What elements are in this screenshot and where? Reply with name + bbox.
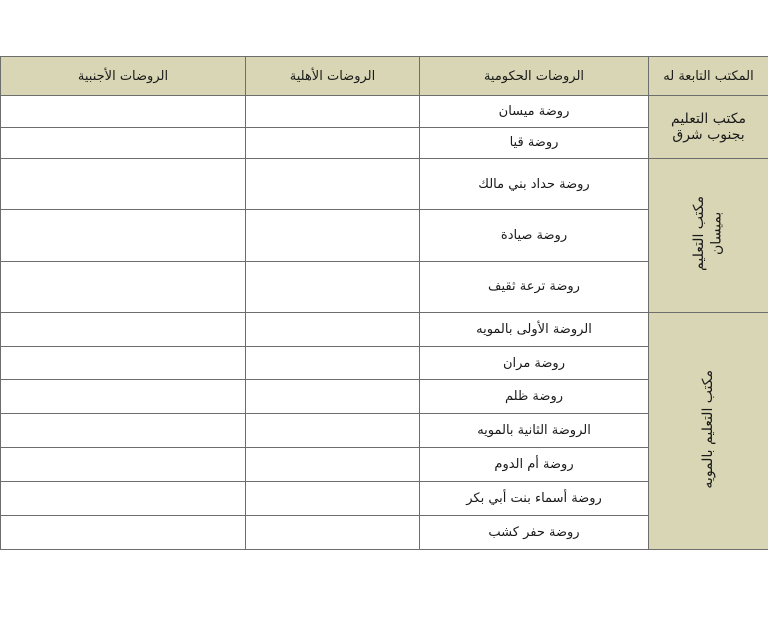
foreign-cell [1, 96, 246, 128]
private-cell [246, 312, 420, 346]
government-kindergarten: روضة صيادة [420, 210, 649, 261]
foreign-cell [1, 312, 246, 346]
office-line: بجنوب شرق [672, 127, 745, 144]
office-line: مكتب التعليم [671, 111, 746, 128]
header-private: الروضات الأهلية [246, 57, 420, 96]
header-foreign: الروضات الأجنبية [1, 57, 246, 96]
private-cell [246, 380, 420, 414]
table-row [1, 312, 768, 346]
private-cell [246, 346, 420, 380]
foreign-cell [1, 261, 246, 312]
foreign-cell [1, 210, 246, 261]
foreign-cell [1, 159, 246, 210]
government-kindergarten: روضة ترعة ثقيف [420, 261, 649, 312]
office-cell-southeast [649, 96, 768, 159]
table-row [1, 159, 768, 210]
private-cell [246, 210, 420, 261]
private-cell [246, 127, 420, 159]
government-kindergarten: روضة أم الدوم [420, 448, 649, 482]
office-line: بميسان [708, 211, 725, 256]
foreign-cell [1, 515, 246, 549]
private-cell [246, 96, 420, 128]
government-kindergarten: الروضة الثانية بالمويه [420, 414, 649, 448]
header-government: الروضات الحكومية [420, 57, 649, 96]
private-cell [246, 414, 420, 448]
private-cell [246, 482, 420, 516]
private-cell [246, 159, 420, 210]
foreign-cell [1, 346, 246, 380]
foreign-cell [1, 414, 246, 448]
government-kindergarten: روضة حداد بني مالك [420, 159, 649, 210]
office-cell-almuwayh [649, 312, 768, 549]
government-kindergarten: روضة قيا [420, 127, 649, 159]
government-kindergarten: الروضة الأولى بالمويه [420, 312, 649, 346]
foreign-cell [1, 448, 246, 482]
office-cell-maysan [649, 159, 768, 312]
office-line: مكتب التعليم بالمويه [699, 369, 716, 489]
table-row [1, 96, 768, 128]
government-kindergarten: روضة حفر كشب [420, 515, 649, 549]
foreign-cell [1, 482, 246, 516]
foreign-cell [1, 380, 246, 414]
government-kindergarten: روضة ميسان [420, 96, 649, 128]
private-cell [246, 515, 420, 549]
private-cell [246, 261, 420, 312]
header-row [1, 57, 768, 96]
office-line: مكتب التعليم [691, 196, 707, 272]
government-kindergarten: روضة مران [420, 346, 649, 380]
government-kindergarten: روضة أسماء بنت أبي بكر [420, 482, 649, 516]
kindergartens-table [0, 56, 768, 550]
government-kindergarten: روضة ظلم [420, 380, 649, 414]
header-office: المكتب التابعة له [649, 57, 768, 96]
private-cell [246, 448, 420, 482]
foreign-cell [1, 127, 246, 159]
